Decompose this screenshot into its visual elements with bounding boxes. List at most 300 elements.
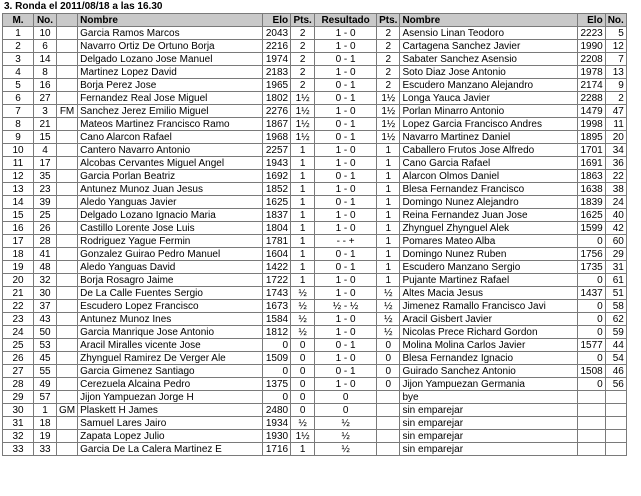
cell-white-title	[57, 131, 78, 144]
table-row	[3, 183, 627, 196]
cell-white-pts: 1½	[291, 131, 315, 144]
cell-black-elo: 1638	[578, 183, 605, 196]
cell-black-elo: 1479	[578, 105, 605, 118]
table-row	[3, 339, 627, 352]
cell-black-elo: 1599	[578, 222, 605, 235]
table-row	[3, 209, 627, 222]
cell-result: ½	[315, 417, 377, 430]
cell-white-no: 33	[34, 443, 57, 456]
cell-black-pts: 1½	[377, 131, 400, 144]
cell-white-title	[57, 183, 78, 196]
cell-white-elo: 1974	[263, 53, 291, 66]
cell-black-no: 24	[605, 196, 626, 209]
cell-black-pts: 2	[377, 53, 400, 66]
cell-white-no: 10	[34, 27, 57, 40]
cell-result: 1 - 0	[315, 183, 377, 196]
cell-white-no: 4	[34, 144, 57, 157]
cell-result: 0 - 1	[315, 79, 377, 92]
cell-black-name: Escudero Manzano Alejandro	[400, 79, 578, 92]
cell-black-no: 42	[605, 222, 626, 235]
cell-board: 8	[3, 118, 34, 131]
cell-black-no	[605, 391, 626, 404]
cell-black-elo: 0	[578, 274, 605, 287]
cell-white-no: 45	[34, 352, 57, 365]
cell-black-elo: 2174	[578, 79, 605, 92]
cell-white-pts: 2	[291, 40, 315, 53]
cell-white-no: 41	[34, 248, 57, 261]
cell-result: 1 - 0	[315, 66, 377, 79]
table-row	[3, 417, 627, 430]
cell-result: 0 - 1	[315, 248, 377, 261]
cell-black-no	[605, 443, 626, 456]
table-row	[3, 248, 627, 261]
cell-black-name: Caballero Frutos Jose Alfredo	[400, 144, 578, 157]
cell-white-pts: 1	[291, 183, 315, 196]
cell-board: 23	[3, 313, 34, 326]
cell-black-pts	[377, 443, 400, 456]
cell-black-elo	[578, 404, 605, 417]
cell-black-name: Blesa Fernandez Ignacio	[400, 352, 578, 365]
cell-white-name: Delgado Lozano Ignacio Maria	[78, 209, 263, 222]
cell-black-pts	[377, 417, 400, 430]
cell-white-elo: 1837	[263, 209, 291, 222]
cell-result: 1 - 0	[315, 209, 377, 222]
cell-board: 33	[3, 443, 34, 456]
cell-black-no: 20	[605, 131, 626, 144]
cell-black-pts: ½	[377, 313, 400, 326]
cell-board: 20	[3, 274, 34, 287]
cell-black-elo: 1756	[578, 248, 605, 261]
header-black-elo: Elo	[578, 14, 605, 27]
cell-board: 13	[3, 183, 34, 196]
cell-black-elo: 1990	[578, 40, 605, 53]
table-row	[3, 365, 627, 378]
cell-white-elo: 1802	[263, 92, 291, 105]
header-black-no: No.	[605, 14, 626, 27]
cell-board: 15	[3, 209, 34, 222]
cell-white-name: Rodriguez Yague Fermin	[78, 235, 263, 248]
cell-board: 3	[3, 53, 34, 66]
pairings-table	[2, 13, 627, 456]
table-row	[3, 443, 627, 456]
cell-white-pts: ½	[291, 313, 315, 326]
cell-white-title	[57, 222, 78, 235]
cell-black-name: Nicolas Prece Richard Gordon	[400, 326, 578, 339]
cell-black-elo: 1978	[578, 66, 605, 79]
table-row	[3, 391, 627, 404]
cell-result: 1 - 0	[315, 287, 377, 300]
cell-white-no: 30	[34, 287, 57, 300]
cell-black-pts: ½	[377, 300, 400, 313]
cell-white-pts: 0	[291, 378, 315, 391]
cell-white-elo: 1852	[263, 183, 291, 196]
cell-black-name: Alarcon Olmos Daniel	[400, 170, 578, 183]
table-row	[3, 144, 627, 157]
cell-black-no: 11	[605, 118, 626, 131]
cell-white-name: Cerezuela Alcaina Pedro	[78, 378, 263, 391]
table-row	[3, 92, 627, 105]
cell-white-name: Mateos Martinez Francisco Ramo	[78, 118, 263, 131]
cell-white-elo: 1781	[263, 235, 291, 248]
cell-result: 1 - 0	[315, 222, 377, 235]
cell-result: 1 - 0	[315, 313, 377, 326]
cell-white-elo: 1867	[263, 118, 291, 131]
cell-result: 1 - 0	[315, 105, 377, 118]
cell-white-no: 25	[34, 209, 57, 222]
cell-result: 0	[315, 404, 377, 417]
cell-white-title	[57, 157, 78, 170]
cell-white-name: Garcia De La Calera Martinez E	[78, 443, 263, 456]
cell-white-title	[57, 287, 78, 300]
cell-black-name: Jimenez Ramallo Francisco Javi	[400, 300, 578, 313]
cell-white-name: Aledo Yanguas David	[78, 261, 263, 274]
cell-white-elo: 1934	[263, 417, 291, 430]
cell-black-no: 9	[605, 79, 626, 92]
table-row	[3, 352, 627, 365]
cell-white-name: Aledo Yanguas Javier	[78, 196, 263, 209]
cell-black-name: Cartagena Sanchez Javier	[400, 40, 578, 53]
cell-white-pts: 1½	[291, 92, 315, 105]
cell-white-title	[57, 170, 78, 183]
cell-white-no: 50	[34, 326, 57, 339]
cell-white-elo: 2216	[263, 40, 291, 53]
cell-black-elo: 0	[578, 313, 605, 326]
cell-result: 0 - 1	[315, 365, 377, 378]
cell-black-name: Jijon Yampuezan Germania	[400, 378, 578, 391]
cell-white-no: 19	[34, 430, 57, 443]
cell-white-no: 3	[34, 105, 57, 118]
cell-result: - - +	[315, 235, 377, 248]
cell-white-pts: 2	[291, 79, 315, 92]
cell-white-pts: 0	[291, 352, 315, 365]
cell-black-pts: 2	[377, 66, 400, 79]
cell-white-elo: 1604	[263, 248, 291, 261]
cell-white-pts: 0	[291, 365, 315, 378]
cell-white-title	[57, 300, 78, 313]
cell-white-name: Zapata Lopez Julio	[78, 430, 263, 443]
cell-white-no: 17	[34, 157, 57, 170]
cell-white-elo: 1716	[263, 443, 291, 456]
cell-white-title	[57, 53, 78, 66]
cell-result: 0 - 1	[315, 118, 377, 131]
cell-board: 11	[3, 157, 34, 170]
cell-white-elo: 1509	[263, 352, 291, 365]
cell-black-pts: 0	[377, 352, 400, 365]
cell-white-elo: 2257	[263, 144, 291, 157]
table-row	[3, 105, 627, 118]
cell-white-no: 32	[34, 274, 57, 287]
cell-white-elo: 0	[263, 391, 291, 404]
cell-white-pts: 1	[291, 261, 315, 274]
cell-black-elo	[578, 417, 605, 430]
cell-black-no: 54	[605, 352, 626, 365]
cell-black-name: Pujante Martinez Rafael	[400, 274, 578, 287]
cell-white-title	[57, 326, 78, 339]
cell-result: 1 - 0	[315, 352, 377, 365]
cell-black-no: 61	[605, 274, 626, 287]
round-title: 3. Ronda el 2011/08/18 a las 16.30	[4, 1, 163, 12]
cell-black-elo: 0	[578, 352, 605, 365]
cell-white-title	[57, 417, 78, 430]
cell-white-no: 23	[34, 183, 57, 196]
cell-white-no: 26	[34, 222, 57, 235]
cell-white-title: FM	[57, 105, 78, 118]
cell-white-name: Gonzalez Guirao Pedro Manuel	[78, 248, 263, 261]
cell-white-no: 14	[34, 53, 57, 66]
cell-board: 9	[3, 131, 34, 144]
cell-black-name: Porlan Minarro Antonio	[400, 105, 578, 118]
cell-board: 6	[3, 92, 34, 105]
cell-black-name: Reina Fernandez Juan Jose	[400, 209, 578, 222]
table-row	[3, 313, 627, 326]
cell-black-no: 29	[605, 248, 626, 261]
cell-board: 5	[3, 79, 34, 92]
cell-board: 12	[3, 170, 34, 183]
cell-white-elo: 1743	[263, 287, 291, 300]
cell-black-pts: 1½	[377, 105, 400, 118]
cell-black-pts: 1	[377, 144, 400, 157]
cell-black-no: 56	[605, 378, 626, 391]
table-row	[3, 261, 627, 274]
cell-white-pts: 0	[291, 339, 315, 352]
cell-black-pts: 1	[377, 183, 400, 196]
cell-black-pts: 0	[377, 339, 400, 352]
cell-black-elo: 1863	[578, 170, 605, 183]
cell-black-pts: ½	[377, 287, 400, 300]
cell-black-elo: 2208	[578, 53, 605, 66]
header-row	[3, 14, 627, 27]
cell-black-name: Altes Macia Jesus	[400, 287, 578, 300]
cell-board: 32	[3, 430, 34, 443]
cell-white-pts: ½	[291, 300, 315, 313]
cell-result: 0 - 1	[315, 53, 377, 66]
cell-black-name: Asensio Linan Teodoro	[400, 27, 578, 40]
cell-white-title	[57, 274, 78, 287]
cell-result: 0 - 1	[315, 339, 377, 352]
cell-black-no: 51	[605, 287, 626, 300]
cell-white-no: 37	[34, 300, 57, 313]
cell-white-name: Garcia Gimenez Santiago	[78, 365, 263, 378]
cell-white-title	[57, 261, 78, 274]
cell-black-name: Blesa Fernandez Francisco	[400, 183, 578, 196]
cell-black-name: Escudero Manzano Sergio	[400, 261, 578, 274]
cell-white-elo: 2480	[263, 404, 291, 417]
table-row	[3, 404, 627, 417]
cell-black-pts: 1	[377, 209, 400, 222]
cell-black-elo: 1998	[578, 118, 605, 131]
cell-black-elo: 0	[578, 378, 605, 391]
cell-white-title	[57, 235, 78, 248]
cell-black-name: Zhynguel Zhynguel Alek	[400, 222, 578, 235]
header-white-name: Nombre	[78, 14, 263, 27]
cell-black-no: 13	[605, 66, 626, 79]
cell-white-no: 21	[34, 118, 57, 131]
cell-black-pts: 2	[377, 27, 400, 40]
cell-white-name: Zhynguel Ramirez De Verger Ale	[78, 352, 263, 365]
cell-white-title	[57, 365, 78, 378]
table-row	[3, 287, 627, 300]
cell-black-elo: 0	[578, 235, 605, 248]
cell-black-elo: 2288	[578, 92, 605, 105]
cell-black-pts	[377, 391, 400, 404]
cell-white-title	[57, 40, 78, 53]
cell-black-name: Guirado Sanchez Antonio	[400, 365, 578, 378]
cell-result: 0 - 1	[315, 261, 377, 274]
table-row	[3, 40, 627, 53]
cell-black-pts: 1	[377, 274, 400, 287]
cell-result: 1 - 0	[315, 144, 377, 157]
cell-white-elo: 1965	[263, 79, 291, 92]
cell-white-name: Fernandez Real Jose Miguel	[78, 92, 263, 105]
cell-white-no: 49	[34, 378, 57, 391]
cell-white-pts: 1	[291, 196, 315, 209]
cell-result: ½	[315, 430, 377, 443]
cell-black-no: 59	[605, 326, 626, 339]
cell-white-name: Antunez Munoz Ines	[78, 313, 263, 326]
cell-black-pts: 0	[377, 378, 400, 391]
cell-black-no: 44	[605, 339, 626, 352]
cell-black-pts: 2	[377, 40, 400, 53]
cell-white-pts: 2	[291, 66, 315, 79]
cell-white-no: 8	[34, 66, 57, 79]
table-row	[3, 196, 627, 209]
cell-white-name: Jijon Yampuezan Jorge H	[78, 391, 263, 404]
cell-white-elo: 1673	[263, 300, 291, 313]
cell-board: 26	[3, 352, 34, 365]
cell-board: 16	[3, 222, 34, 235]
cell-black-pts: 1	[377, 196, 400, 209]
cell-white-title	[57, 313, 78, 326]
cell-white-pts: 1	[291, 170, 315, 183]
cell-white-pts: ½	[291, 287, 315, 300]
cell-black-elo: 1701	[578, 144, 605, 157]
cell-black-no: 34	[605, 144, 626, 157]
cell-black-name: Domingo Nunez Alejandro	[400, 196, 578, 209]
cell-white-name: Garcia Porlan Beatriz	[78, 170, 263, 183]
cell-white-name: De La Calle Fuentes Sergio	[78, 287, 263, 300]
cell-white-pts: 1	[291, 157, 315, 170]
table-row	[3, 300, 627, 313]
cell-black-name: sin emparejar	[400, 417, 578, 430]
cell-black-no	[605, 404, 626, 417]
cell-white-title	[57, 196, 78, 209]
cell-black-no	[605, 417, 626, 430]
cell-white-elo: 2276	[263, 105, 291, 118]
cell-result: 0 - 1	[315, 92, 377, 105]
cell-white-name: Delgado Lozano Jose Manuel	[78, 53, 263, 66]
cell-board: 31	[3, 417, 34, 430]
cell-white-name: Martinez Lopez David	[78, 66, 263, 79]
cell-black-no: 46	[605, 365, 626, 378]
cell-black-name: Soto Diaz Jose Antonio	[400, 66, 578, 79]
cell-white-no: 18	[34, 417, 57, 430]
cell-white-elo: 2043	[263, 27, 291, 40]
cell-white-title	[57, 92, 78, 105]
cell-result: 0	[315, 391, 377, 404]
cell-board: 28	[3, 378, 34, 391]
cell-white-name: Borja Rosagro Jaime	[78, 274, 263, 287]
cell-white-no: 39	[34, 196, 57, 209]
table-row	[3, 378, 627, 391]
cell-result: 1 - 0	[315, 40, 377, 53]
cell-black-no: 47	[605, 105, 626, 118]
table-row	[3, 118, 627, 131]
cell-white-elo: 2183	[263, 66, 291, 79]
header-white-no: No.	[34, 14, 57, 27]
cell-result: 1 - 0	[315, 27, 377, 40]
header-result: Resultado	[315, 14, 377, 27]
cell-white-title	[57, 352, 78, 365]
cell-white-title	[57, 209, 78, 222]
cell-white-elo: 1625	[263, 196, 291, 209]
cell-black-name: Aracil Gisbert Javier	[400, 313, 578, 326]
cell-white-name: Samuel Lares Jairo	[78, 417, 263, 430]
cell-white-no: 1	[34, 404, 57, 417]
cell-black-name: Pomares Mateo Alba	[400, 235, 578, 248]
cell-board: 4	[3, 66, 34, 79]
cell-black-elo: 0	[578, 300, 605, 313]
cell-white-name: Navarro Ortiz De Ortuno Borja	[78, 40, 263, 53]
cell-white-title	[57, 27, 78, 40]
cell-white-elo: 1930	[263, 430, 291, 443]
cell-black-elo: 1508	[578, 365, 605, 378]
cell-white-pts: 0	[291, 404, 315, 417]
cell-black-pts: 1	[377, 170, 400, 183]
cell-white-no: 48	[34, 261, 57, 274]
table-row	[3, 79, 627, 92]
cell-black-elo: 0	[578, 326, 605, 339]
cell-black-pts: ½	[377, 326, 400, 339]
cell-black-no: 38	[605, 183, 626, 196]
cell-white-title: GM	[57, 404, 78, 417]
cell-board: 25	[3, 339, 34, 352]
cell-white-no: 43	[34, 313, 57, 326]
cell-board: 17	[3, 235, 34, 248]
cell-black-no: 60	[605, 235, 626, 248]
cell-board: 14	[3, 196, 34, 209]
table-row	[3, 326, 627, 339]
cell-board: 30	[3, 404, 34, 417]
cell-white-elo: 0	[263, 365, 291, 378]
cell-black-elo	[578, 391, 605, 404]
cell-black-pts: 1	[377, 157, 400, 170]
table-row	[3, 66, 627, 79]
header-white-title	[57, 14, 78, 27]
cell-black-elo	[578, 430, 605, 443]
cell-black-pts: 1½	[377, 118, 400, 131]
cell-black-no: 31	[605, 261, 626, 274]
cell-black-name: bye	[400, 391, 578, 404]
cell-black-elo: 1577	[578, 339, 605, 352]
cell-white-pts: 0	[291, 391, 315, 404]
cell-white-pts: ½	[291, 417, 315, 430]
cell-black-pts: 0	[377, 365, 400, 378]
cell-white-no: 35	[34, 170, 57, 183]
cell-black-name: Molina Molina Carlos Javier	[400, 339, 578, 352]
cell-black-name: Sabater Sanchez Asensio	[400, 53, 578, 66]
cell-white-no: 55	[34, 365, 57, 378]
cell-black-pts	[377, 430, 400, 443]
cell-white-no: 15	[34, 131, 57, 144]
cell-result: ½	[315, 443, 377, 456]
cell-white-pts: ½	[291, 326, 315, 339]
cell-white-name: Plaskett H James	[78, 404, 263, 417]
cell-white-name: Aracil Miralles vicente Jose	[78, 339, 263, 352]
cell-white-name: Cantero Navarro Antonio	[78, 144, 263, 157]
cell-result: 0 - 1	[315, 170, 377, 183]
cell-board: 7	[3, 105, 34, 118]
cell-black-no: 5	[605, 27, 626, 40]
